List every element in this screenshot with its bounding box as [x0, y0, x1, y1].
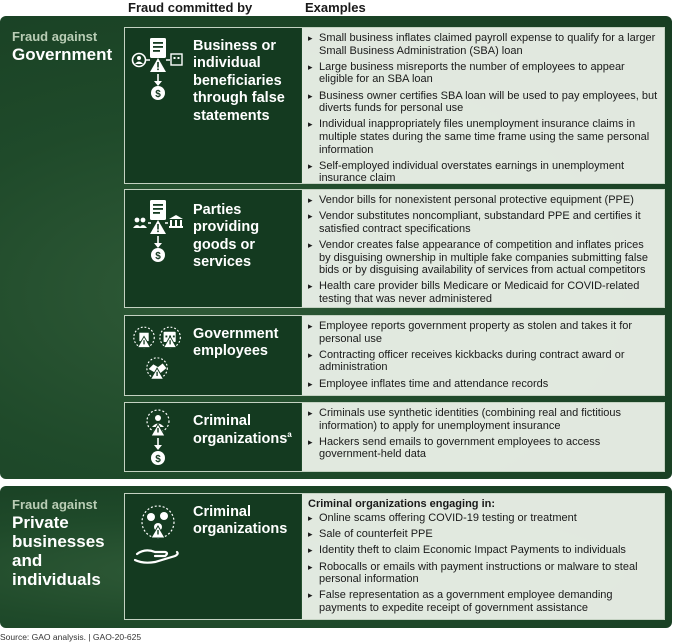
examples-list	[308, 32, 658, 185]
examples-title: Criminal organizations engaging in:	[308, 498, 496, 510]
source-note: Source: GAO analysis. | GAO-20-625	[0, 632, 142, 642]
list-item: ▸ Hackers send emails to government employees to access government-held data	[308, 436, 658, 461]
examples-list	[308, 407, 658, 461]
list-item: ▸ Employee inflates time and attendance records	[308, 378, 658, 391]
panel-title-line1: Fraud against	[12, 29, 98, 44]
hand-hacker-icon	[131, 500, 185, 576]
column-header-examples: Examples	[305, 0, 366, 15]
panel-title-government	[12, 30, 112, 64]
list-item: ▸ Large business misreports the number of employees to appear eligible for an SBA loan	[308, 61, 658, 86]
category-cell	[125, 190, 301, 307]
list-item: ▸ Small business inflates claimed payroll expense to qualify for a larger Small Business Administration (SBA) loan	[308, 32, 658, 57]
category-cell	[125, 494, 301, 619]
examples-list	[308, 320, 658, 390]
footnote-marker: a	[287, 430, 292, 440]
list-item: ▸ Robocalls or emails with payment instructions or malware to steal personal information	[308, 561, 658, 586]
svg-text:$: $	[155, 251, 161, 262]
category-cell	[125, 316, 301, 395]
panel-title-private	[12, 498, 122, 589]
criminal-organization-icon	[131, 407, 185, 469]
svg-text:$: $	[155, 89, 161, 100]
list-item: ▸ Vendor bills for nonexistent personal protective equipment (PPE)	[308, 194, 658, 207]
list-item: ▸ Vendor creates false appearance of competition and inflates prices by disguising ownership in multiple fake companies submitting false bids or by disguising availability of services from actual competitors	[308, 239, 658, 277]
row-government-employees	[124, 315, 665, 396]
examples-cell	[302, 190, 664, 307]
list-item: ▸ Criminals use synthetic identities (combining real and fictitious information) to apply for unemployment insurance	[308, 407, 658, 432]
vendor-invoice-icon	[131, 198, 185, 264]
list-item: ▸ Identity theft to claim Economic Impact Payments to individuals	[308, 544, 658, 557]
list-item: ▸ Health care provider bills Medicare or Medicaid for COVID-related testing that was never administered	[308, 280, 658, 305]
panel-title-line2: Private businesses and individuals	[12, 512, 105, 589]
row-business-beneficiaries	[124, 27, 665, 184]
category-cell	[125, 403, 301, 471]
row-parties-goods-services	[124, 189, 665, 308]
list-item: ▸ Self-employed individual overstates earnings in unemployment insurance claim	[308, 160, 658, 185]
category-label	[193, 413, 297, 449]
category-label: Government employees	[193, 326, 279, 360]
svg-text:$: $	[155, 454, 161, 465]
row-criminal-organizations-private	[124, 493, 665, 620]
list-item: ▸ Employee reports government property as stolen and takes it for personal use	[308, 320, 658, 345]
examples-cell	[302, 403, 664, 471]
examples-cell	[302, 494, 664, 619]
list-item: ▸ False representation as a government employee demanding payments to expedite receipt of government assistance	[308, 589, 658, 614]
examples-list	[308, 512, 658, 615]
column-header-fraud-committed-by: Fraud committed by	[128, 0, 253, 15]
category-label: Business or individual beneficiaries through false statements	[193, 38, 285, 124]
list-item: ▸ Online scams offering COVID-19 testing or treatment	[308, 512, 658, 525]
examples-list	[308, 194, 658, 306]
list-item: ▸ Contracting officer receives kickbacks during contract award or administration	[308, 349, 658, 374]
panel-title-line2: Government	[12, 44, 113, 64]
list-item: ▸ Sale of counterfeit PPE	[308, 528, 658, 541]
category-label-text: Criminal organizations	[193, 413, 288, 448]
category-cell	[125, 28, 301, 183]
list-item: ▸ Vendor substitutes noncompliant, substandard PPE and certifies it satisfied contract specifications	[308, 210, 658, 235]
category-label: Parties providing goods or services	[193, 202, 260, 271]
list-item: ▸ Individual inappropriately files unemployment insurance claims in multiple states during the same time frame using the same personal information	[308, 118, 658, 156]
category-label: Criminal organizations	[193, 504, 288, 538]
row-criminal-organizations-government	[124, 402, 665, 472]
examples-cell	[302, 316, 664, 395]
list-item: ▸ Business owner certifies SBA loan will be used to pay employees, but diverts funds for personal use	[308, 90, 658, 115]
examples-cell	[302, 28, 664, 183]
panel-title-line1: Fraud against	[12, 497, 98, 512]
false-statement-document-icon	[131, 36, 185, 102]
government-employee-icons	[131, 322, 185, 390]
